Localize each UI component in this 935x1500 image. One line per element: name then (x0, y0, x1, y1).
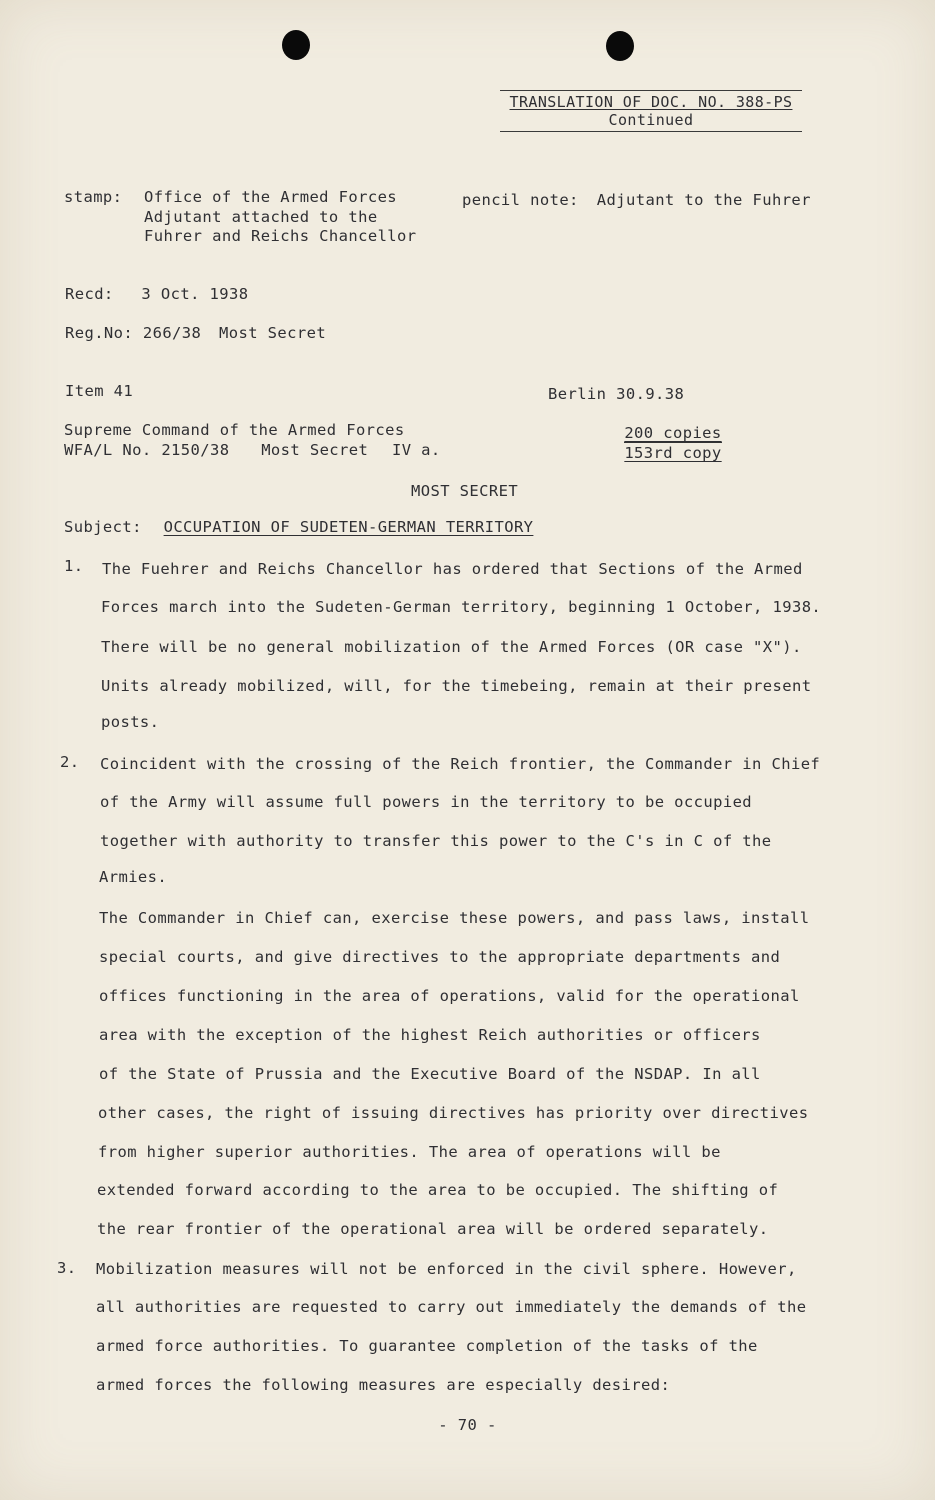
paragraph-number: 2. (60, 753, 80, 771)
paragraph-line: other cases, the right of issuing directives has priority over directives (98, 1104, 809, 1122)
subject-line (64, 518, 533, 536)
sender-line-1: Supreme Command of the Armed Forces (64, 421, 405, 439)
subject-text: OCCUPATION OF SUDETEN-GERMAN TERRITORY (163, 518, 534, 536)
paragraph-line: posts. (101, 713, 160, 731)
sender-section: IV a. (391, 441, 441, 459)
translation-header (500, 90, 802, 132)
paragraph-line: The Commander in Chief can, exercise these powers, and pass laws, install (99, 909, 810, 927)
item-number: Item 41 (65, 382, 134, 400)
place-date: Berlin 30.9.38 (548, 385, 685, 403)
registration-classification: Most Secret (219, 324, 327, 342)
paragraph-line: of the Army will assume full powers in the territory to be occupied (100, 793, 753, 811)
page-number: - 70 - (438, 1416, 497, 1434)
stamp-label: stamp: (64, 188, 123, 206)
registration-number: 266/38 (142, 324, 202, 342)
paragraph-line: armed forces the following measures are especially desired: (96, 1376, 671, 1394)
sender-reference: WFA/L No. 2150/38 (64, 441, 230, 459)
paragraph-line: the rear frontier of the operational area will be ordered separately. (97, 1220, 769, 1238)
stamp-line-3: Fuhrer and Reichs Chancellor (144, 227, 417, 245)
copies-block (624, 424, 722, 462)
paragraph-line: There will be no general mobilization of the Armed Forces (OR case "X"). (101, 638, 802, 656)
paragraph-line: from higher superior authorities. The area of operations will be (98, 1143, 721, 1161)
paragraph-line: special courts, and give directives to the appropriate departments and (99, 948, 781, 966)
paragraph-line: armed force authorities. To guarantee completion of the tasks of the (96, 1337, 758, 1355)
paragraph-line: of the State of Prussia and the Executive Board of the NSDAP. In all (99, 1065, 761, 1083)
copies-total: 200 copies (624, 424, 722, 442)
paragraph-line: Coincident with the crossing of the Reich frontier, the Commander in Chief (100, 755, 821, 773)
subject-label: Subject: (64, 518, 142, 536)
sender-reference-line (64, 441, 441, 459)
paragraph-number: 3. (57, 1259, 77, 1277)
paragraph-line: extended forward according to the area to be occupied. The shifting of (97, 1181, 779, 1199)
document-title: MOST SECRET (411, 482, 519, 500)
pencil-note-label: pencil note: (462, 191, 579, 209)
paragraph-line: Mobilization measures will not be enforced in the civil sphere. However, (96, 1260, 797, 1278)
paragraph-number: 1. (64, 557, 84, 575)
paragraph-line: The Fuehrer and Reichs Chancellor has ordered that Sections of the Armed (102, 560, 803, 578)
sender-classification: Most Secret (261, 441, 369, 459)
paragraph-line: offices functioning in the area of operations, valid for the operational (99, 987, 800, 1005)
registration-label: Reg.No: (65, 324, 134, 342)
punch-hole-right (606, 31, 634, 61)
stamp-block (64, 188, 417, 245)
registration-line (65, 324, 326, 342)
pencil-note-text: Adjutant to the Fuhrer (596, 191, 811, 209)
stamp-line-1: Office of the Armed Forces (144, 188, 398, 206)
pencil-note (462, 191, 811, 209)
header-continued: Continued (500, 111, 802, 132)
paragraph-line: area with the exception of the highest Reich authorities or officers (99, 1026, 761, 1044)
received-label: Recd: (65, 285, 114, 303)
copies-this-copy: 153rd copy (624, 444, 722, 462)
header-doc-number: TRANSLATION OF DOC. NO. 388-PS (500, 90, 802, 111)
stamp-line-2: Adjutant attached to the (144, 207, 378, 226)
paragraph-line: Armies. (99, 868, 168, 886)
paragraph-line: together with authority to transfer this power to the C's in C of the (100, 832, 772, 850)
paragraph-line: Units already mobilized, will, for the timebeing, remain at their present (101, 677, 812, 695)
received-line (65, 285, 248, 303)
received-date: 3 Oct. 1938 (141, 285, 249, 303)
paragraph-line: all authorities are requested to carry out immediately the demands of the (96, 1298, 807, 1316)
paragraph-line: Forces march into the Sudeten-German territory, beginning 1 October, 1938. (101, 598, 822, 616)
punch-hole-left (282, 30, 310, 60)
